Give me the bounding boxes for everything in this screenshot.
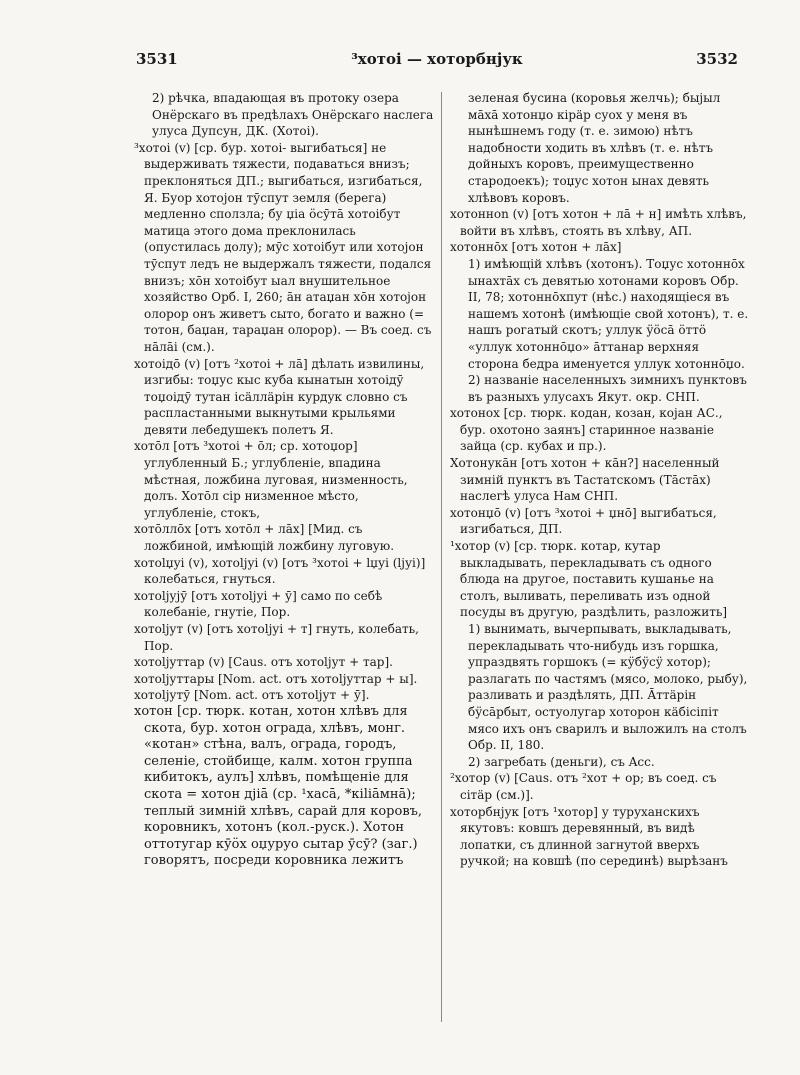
entry-hotor-1-sense-1: 1) вынимать, вычерпывать, выкладывать, перекладывать что-нибудь изъ горшка, упраздвять горшокъ (= кӱбӱсӱ хотор); разлагать по частямъ (мясо, молоко, рыбу), разливать и раздѣлять, ДП. Āттäрін бӱсāрбыт, остуолугар хоторон кäбісіпіт мясо ихъ онъ сварилъ и выложилъ на столъ Обр. II, 180. xyxy=(468,622,748,753)
entry-hotonukan: Хотонукāн [отъ хотон + кāн?] населенный зимній пунктъ въ Тастатскомъ (Тāстāх) наслегѣ улуса Нам СНП. xyxy=(450,456,720,504)
column-divider xyxy=(441,92,442,1022)
entry-hotonnokh-sense-2: 2) названіе населенныхъ зимнихъ пунктовъ въ разныхъ улусахъ Якут. окр. СНП. xyxy=(468,373,747,404)
entry-hotor-1-sense-2: 2) загребать (деньги), съ Acc. xyxy=(468,754,655,769)
entry-hotol: хотōл [отъ ³хотоі + ōл; ср. хотоџор] углубленный Б.; углубленіе, впадина мѣстная, ложбина луговая, низменность, долъ. Хотōл сір низменное мѣсто, углубленіе, стокъ, xyxy=(134,439,408,520)
right-column xyxy=(450,90,750,870)
entry-hotonnokh-sense-1: 1) имѣющій хлѣвъ (хотонъ). Тоџус хотоннōх ынахтāх съ девятью хотонами коровъ Обр. II, 78; хотоннōхпут (нѣс.) находящіеся въ нашемъ хотонѣ (имѣющіе свой хотонъ), т. е. нашъ рогатый скотъ; уллук ӱӧсā ӧттӧ «уллук хотоннōџо» āттанар верхняя сторона бедра именуется уллук хотоннōџо. xyxy=(468,256,749,371)
entry-continuation-right: зеленая бусина (коровья желчь); быјыл мāхā хотонџо кірäр суох у меня въ нынѣшнемъ году (т. е. зимою) нѣтъ надобности ходить въ хлѣвъ (т. е. нѣтъ дойныхъ коровъ, преимущественно стародоекъ); тоџус хотон ынах девять хлѣвовъ коровъ. xyxy=(468,91,721,205)
page-number-right: 3532 xyxy=(696,50,738,68)
entry-hotor-1: ¹хотор (v) [ср. тюрк. котар, кутар выкладывать, перекладывать съ одного блюда на другое, поставить кушанье на столъ, выливать, переливать изъ одной посуды въ другую, раздѣлить, разложить] xyxy=(450,539,728,620)
entry-hotondjo: хотонџō (v) [отъ ³хотоі + џнō] выгибаться, изгибаться, ДП. xyxy=(450,505,717,537)
entry-hotonnokh: хотоннōх [отъ хотон + лāх] xyxy=(450,240,622,255)
entry-hotoljuju: хотоlјујӯ [отъ хотоlјуі + ӯ] само по себѣ колебаніе, гнутіе, Пор. xyxy=(134,588,383,620)
entry-hotorbnjuk: хоторбнјук [отъ ¹хотор] у туруханскихъ якутовъ: ковшъ деревянный, въ видѣ лопатки, съ длинной загнутой вверхъ ручкой; на ковшѣ (по серединѣ) вырѣзанъ xyxy=(450,804,728,869)
entry-hotoi: ³хотоі (v) [ср. бур. хотоі- выгибаться] не выдерживать тяжести, подаваться внизъ; преклоняться ДП.; выгибаться, изгибаться, Я. Буор хотојон тӯспут земля (берега) медленно сползла; бу џіа ӧсӯтā хотоібут матица этого дома преклонилась (опустилась долу); мӯс хотоібут или хотојон тӯспут ледъ не выдержалъ тяжести, подался внизъ; хōн хотоібут ыал внушительное хозяйство Орб. I, 260; āн атаџан хōн хотојон олорор онъ живетъ сыто, богато и важно (= тотон, баџан, тараџан олорор). — Въ соед. съ нāлāі (см.). xyxy=(134,140,432,354)
entry-hotonokh: хотонох [ср. тюрк. кодан, козан, коjан АС., бур. охотоно заянъ] старинное названіе зайца (ср. кубах и пр.). xyxy=(450,406,723,454)
page-number-left: 3531 xyxy=(136,50,178,68)
entry-hoton: хотон [ср. тюрк. котан, хотон хлѣвъ для скота, бур. хотон ограда, хлѣвъ, монг. «котан» стѣна, валъ, ограда, городъ, селеніе, стойбище, калм. хотон группа кибитокъ, аулъ] хлѣвъ, помѣщеніе для скота = хотон дјіā (ср. ¹хасā, *кіlіāмнā); теплый зимній хлѣвъ, сарай для коровъ, коровникъ, хотонъ (кол.-руск.). Хотон оттотугар кӯӧх оџуруо сытар ӯсӯ? (заг.) говорятъ, посреди коровника лежитъ xyxy=(134,703,423,869)
entry-continuation: 2) рѣчка, впадающая въ протоку озера Онёрскаго въ предѣлахъ Онёрскаго наслега улуса Дупсун, ДК. (Хотоі). xyxy=(152,91,434,139)
entry-hotoldjui: хотоlџуі (v), хотоlјуі (v) [отъ ³хотоі + lџуі (lјуі)] колебаться, гнуться. xyxy=(134,555,426,587)
entry-hotonnon: хотонноn (v) [отъ хотон + лā + н] имѣть хлѣвъ, войти въ хлѣвъ, стоять въ хлѣву, АП. xyxy=(450,207,747,238)
entry-hotollokh: хотōллōх [отъ хотōл + лāх] [Мид. съ ложбиной, имѣющій ложбину луговую. xyxy=(134,522,395,554)
entry-hotoljuttary: хотоlјуттары [Nom. act. отъ хотоlјуттар + ы]. xyxy=(134,671,418,686)
entry-hotoido: хотоідō (v) [отъ ²хотоі + лā] дѣлать извилины, изгибы: тоџус кыс куба кынатын хотоідӯ тоџоідӯ тутан ісäллäрін курдук словно съ распластанными выкнутыми крыльями девяти лебедушекъ полетъ Я. xyxy=(134,356,425,437)
entry-hotoljut: хотоlјут (v) [отъ хотоlјуі + т] гнуть, колебать, Пор. xyxy=(134,622,419,653)
left-column xyxy=(134,90,434,870)
entry-hotoljutu: хотоlјутӯ [Nom. act. отъ хотоlјут + ӯ]. xyxy=(134,688,370,703)
entry-hotoljuttar: хотоlјуттар (v) [Caus. отъ хотоlјут + тар]. xyxy=(134,655,393,670)
page-header xyxy=(136,50,738,76)
entry-hotor-2: ²хотор (v) [Caus. отъ ²хот + ор; въ соед. съ сітäр (см.)]. xyxy=(450,771,717,802)
running-title: ³хотоі — хоторбнјук xyxy=(351,50,523,68)
